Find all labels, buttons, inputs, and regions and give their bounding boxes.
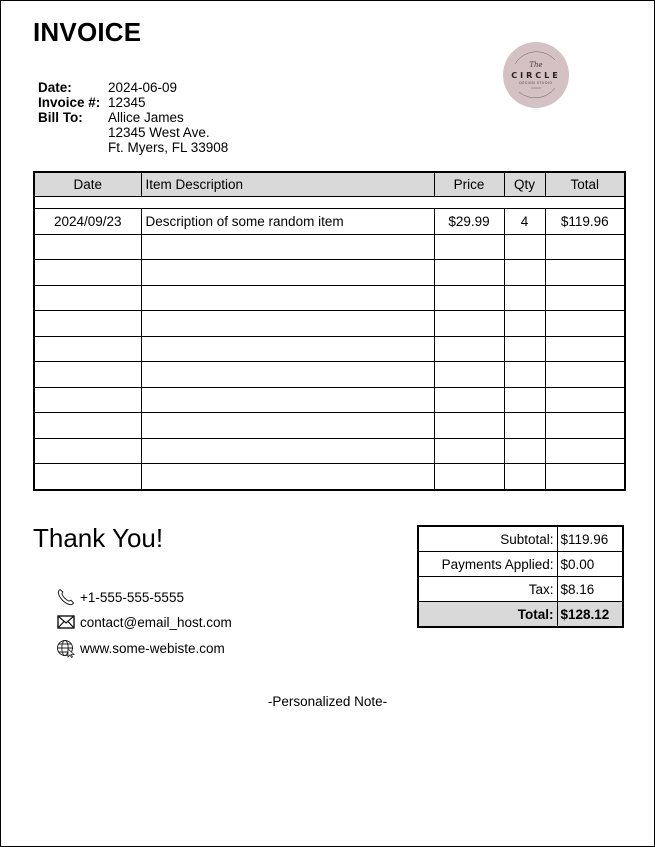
empty-table-row (34, 260, 625, 286)
payments-value: $0.00 (557, 552, 623, 577)
empty-table-row (34, 336, 625, 362)
item-date: 2024/09/23 (34, 209, 141, 235)
tax-row (418, 577, 623, 602)
bill-to-city: Ft. Myers, FL 33908 (108, 140, 229, 155)
empty-cell (34, 464, 141, 490)
bill-to-label: Bill To: (38, 110, 83, 125)
empty-cell (504, 336, 545, 362)
invoice-title: INVOICE (33, 17, 142, 47)
grand-total-row (418, 602, 623, 628)
table-header-row (34, 172, 625, 197)
empty-table-row (34, 311, 625, 337)
total-value: $128.12 (557, 602, 623, 628)
empty-cell (504, 387, 545, 413)
contact-phone (56, 587, 184, 607)
bill-to-name: Allice James (108, 110, 184, 125)
contact-website (56, 638, 225, 658)
email-address: contact@email_host.com (80, 614, 232, 630)
empty-cell (141, 285, 434, 311)
empty-cell (545, 285, 625, 311)
empty-cell (141, 260, 434, 286)
date-value: 2024-06-09 (108, 80, 178, 95)
globe-icon (56, 638, 76, 658)
column-header-description: Item Description (141, 172, 434, 197)
empty-cell (545, 362, 625, 388)
item-price: $29.99 (434, 209, 504, 235)
empty-table-row (34, 362, 625, 388)
empty-cell (34, 285, 141, 311)
empty-cell (545, 336, 625, 362)
phone-icon (56, 587, 76, 607)
svg-text:CIRCLE: CIRCLE (511, 71, 561, 80)
contact-email (56, 612, 232, 632)
empty-table-row (34, 438, 625, 464)
envelope-icon (56, 612, 76, 632)
item-description: Description of some random item (141, 209, 434, 235)
column-header-total: Total (545, 172, 625, 197)
tax-label: Tax: (418, 577, 557, 602)
empty-cell (434, 387, 504, 413)
invoice-number-value: 12345 (108, 95, 146, 110)
empty-cell (434, 260, 504, 286)
empty-cell (141, 336, 434, 362)
column-header-price: Price (434, 172, 504, 197)
empty-cell (141, 234, 434, 260)
personalized-note: -Personalized Note- (267, 694, 388, 709)
empty-cell (504, 285, 545, 311)
empty-cell (434, 311, 504, 337)
items-table (33, 171, 626, 491)
date-label: Date: (38, 80, 72, 95)
empty-cell (141, 387, 434, 413)
spacer-row (34, 197, 625, 209)
payments-row (418, 552, 623, 577)
svg-text:The: The (529, 61, 543, 69)
tax-value: $8.16 (557, 577, 623, 602)
empty-cell (434, 464, 504, 490)
empty-cell (504, 438, 545, 464)
website-url: www.some-webiste.com (80, 640, 225, 656)
empty-cell (504, 362, 545, 388)
empty-table-row (34, 387, 625, 413)
empty-table-row (34, 464, 625, 490)
empty-cell (141, 438, 434, 464)
phone-number: +1-555-555-5555 (80, 589, 184, 605)
empty-cell (545, 234, 625, 260)
empty-cell (504, 464, 545, 490)
empty-cell (34, 336, 141, 362)
empty-cell (434, 413, 504, 439)
subtotal-value: $119.96 (557, 526, 623, 552)
empty-cell (504, 234, 545, 260)
empty-cell (434, 285, 504, 311)
bill-to-street: 12345 West Ave. (108, 125, 210, 140)
empty-cell (34, 438, 141, 464)
empty-cell (545, 464, 625, 490)
empty-table-row (34, 413, 625, 439)
column-header-date: Date (34, 172, 141, 197)
item-qty: 4 (504, 209, 545, 235)
empty-cell (34, 311, 141, 337)
column-header-qty: Qty (504, 172, 545, 197)
empty-cell (545, 311, 625, 337)
empty-cell (545, 260, 625, 286)
empty-table-row (34, 285, 625, 311)
company-logo (503, 42, 569, 108)
empty-cell (545, 387, 625, 413)
empty-cell (34, 234, 141, 260)
empty-table-row (34, 234, 625, 260)
empty-cell (545, 438, 625, 464)
thank-you-message: Thank You! (33, 523, 164, 553)
subtotal-row (418, 526, 623, 552)
empty-cell (34, 260, 141, 286)
empty-cell (504, 311, 545, 337)
empty-cell (504, 260, 545, 286)
svg-text:DESIGN STUDIO: DESIGN STUDIO (519, 81, 553, 85)
totals-table (417, 525, 624, 628)
empty-cell (141, 362, 434, 388)
empty-cell (34, 387, 141, 413)
subtotal-label: Subtotal: (418, 526, 557, 552)
total-label: Total: (418, 602, 557, 628)
empty-cell (141, 464, 434, 490)
empty-cell (141, 413, 434, 439)
payments-label: Payments Applied: (418, 552, 557, 577)
empty-cell (434, 362, 504, 388)
empty-cell (504, 413, 545, 439)
empty-cell (545, 413, 625, 439)
empty-cell (34, 413, 141, 439)
invoice-info (38, 80, 228, 155)
table-row (34, 209, 625, 235)
empty-cell (434, 234, 504, 260)
invoice-number-label: Invoice #: (38, 95, 101, 110)
item-total: $119.96 (545, 209, 625, 235)
empty-cell (34, 362, 141, 388)
empty-cell (141, 311, 434, 337)
empty-cell (434, 438, 504, 464)
empty-cell (434, 336, 504, 362)
